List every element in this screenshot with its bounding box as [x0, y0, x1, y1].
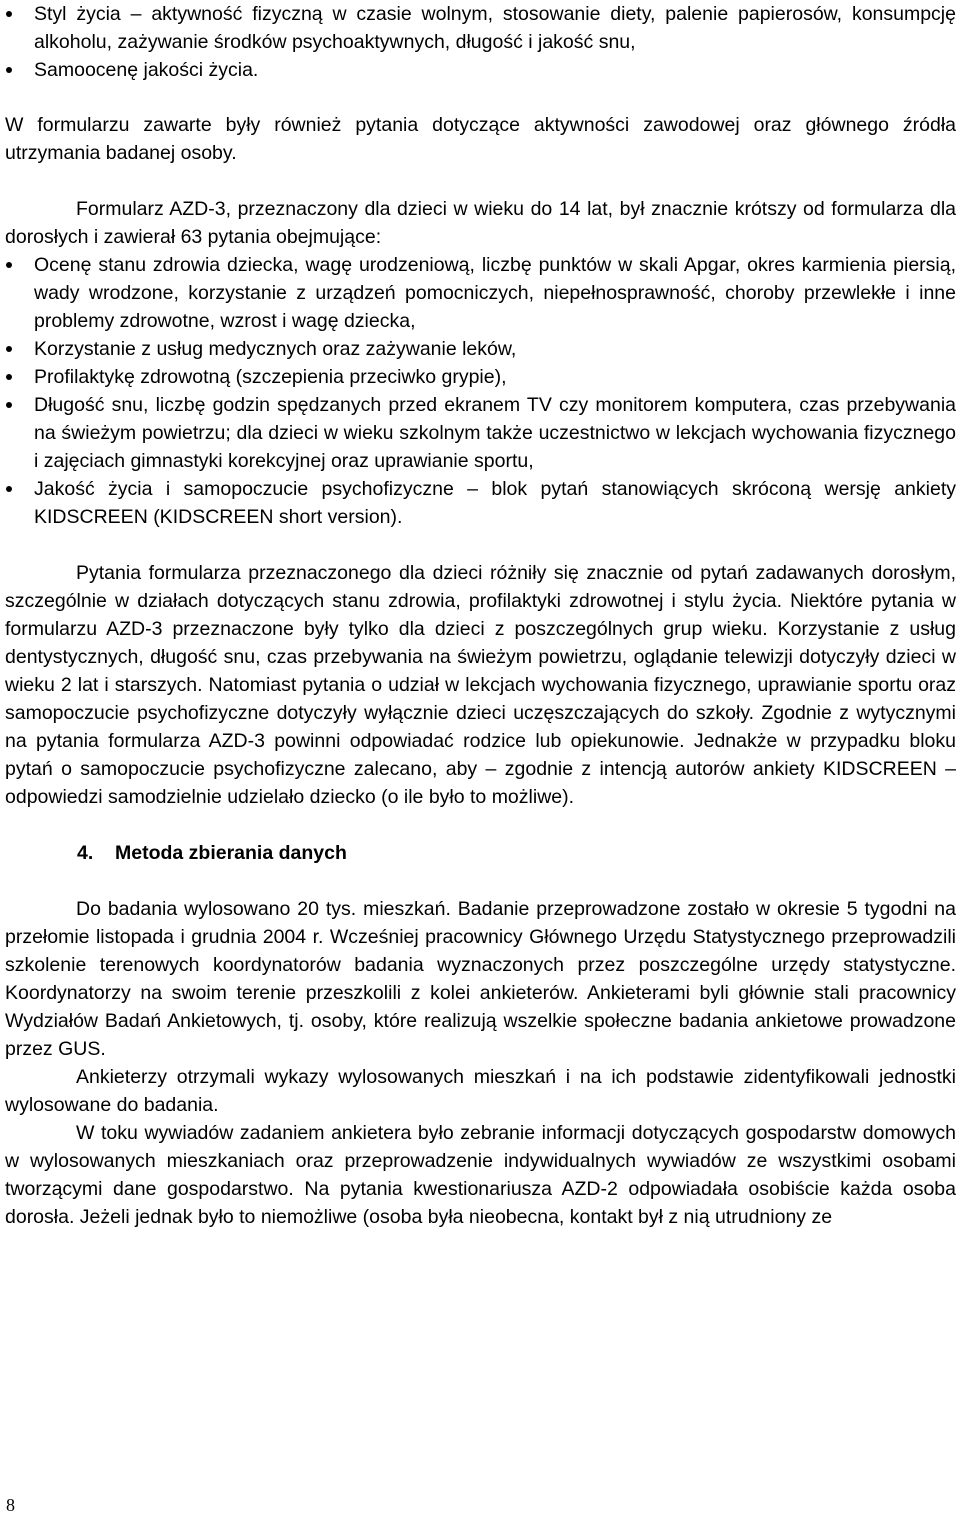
- azd3-bullet-list: [5, 251, 956, 531]
- paragraph-interviews: W toku wywiadów zadaniem ankietera było zebranie informacji dotyczących gospodarstw domowych w wylosowanych mieszkaniach oraz przeprowadzenie indywidualnych wywiadów ze wszystkimi osobami tworzącymi dane gospodarstwo. Na pytania kwestionariusza AZD-2 odpowiadała osobiście każda osoba dorosła. Jeżeli jednak było to niemożliwe (osoba była nieobecna, kontakt był z nią utrudniony ze: [5, 1122, 956, 1228]
- list-item: Ocenę stanu zdrowia dziecka, wagę urodzeniową, liczbę punktów w skali Apgar, okres karmienia piersią, wady wrodzone, korzystanie z urządzeń pomocniczych, niepełnosprawność, choroby przewlekłe i inne problemy zdrowotne, wzrost i wagę dziecka,: [5, 251, 956, 335]
- paragraph-child-questions: Pytania formularza przeznaczonego dla dzieci różniły się znacznie od pytań zadawanych dorosłym, szczególnie w działach dotyczących stanu zdrowia, profilaktyki zdrowotnej i stylu życia. Niektóre pytania w formularzu AZD-3 przeznaczone były tylko dla dzieci z poszczególnych grup wieku. Korzystanie z usług dentystycznych, długość snu, czas przebywania na świeżym powietrzu, oglądanie telewizji dotyczyły dzieci w wieku 2 lat i starszych. Natomiast pytania o udział w lekcjach wychowania fizycznego, uprawianie sportu oraz samopoczucie psychofizyczne dotyczyły wyłącznie dzieci uczęszczających do szkoły. Zgodnie z wytycznymi na pytania formularza AZD-3 powinni odpowiadać rodzice lub opiekunowie. Jednakże w przypadku bloku pytań o samopoczucie psychofizyczne zalecano, aby – zgodnie z intencją autorów ankiety KIDSCREEN – odpowiedzi samodzielnie udzielało dziecko (o ile było to możliwe).: [5, 562, 956, 808]
- list-item: Długość snu, liczbę godzin spędzanych przed ekranem TV czy monitorem komputera, czas przebywania na świeżym powietrzu; dla dzieci w wieku szkolnym także uczestnictwo w lekcjach wychowania fizycznego i zajęciach gimnastyki korekcyjnej oraz uprawianie sportu,: [5, 391, 956, 475]
- list-item: Styl życia – aktywność fizyczną w czasie wolnym, stosowanie diety, palenie papierosów, konsumpcję alkoholu, zażywanie środków psychoaktywnych, długość i jakość snu,: [5, 0, 956, 56]
- list-item: Samoocenę jakości życia.: [5, 56, 956, 84]
- section-number: 4.: [77, 842, 94, 864]
- paragraph-sampling: Do badania wylosowano 20 tys. mieszkań. Badanie przeprowadzone zostało w okresie 5 tygodni na przełomie listopada i grudnia 2004 r. Wcześniej pracownicy Głównego Urzędu Statystycznego przeprowadzili szkolenie terenowych koordynatorów badania wyznaczonych przez poszczególne urzędy statystyczne. Koordynatorzy na swoim terenie przeszkolili z kolei ankieterów. Ankieterami byli głównie stali pracownicy Wydziałów Badań Ankietowych, tj. osoby, które realizują wszelkie społeczne badania ankietowe prowadzone przez GUS.: [5, 898, 956, 1060]
- section-title: Metoda zbierania danych: [115, 842, 347, 864]
- list-item: Jakość życia i samopoczucie psychofizyczne – blok pytań stanowiących skróconą wersję ankiety KIDSCREEN (KIDSCREEN short version).: [5, 475, 956, 531]
- paragraph-interviewers: Ankieterzy otrzymali wykazy wylosowanych mieszkań i na ich podstawie zidentyfikowali jednostki wylosowane do badania.: [5, 1066, 956, 1116]
- list-item: Korzystanie z usług medycznych oraz zażywanie leków,: [5, 335, 956, 363]
- page-number: 8: [6, 1495, 15, 1515]
- list-item: Profilaktykę zdrowotną (szczepienia przeciwko grypie),: [5, 363, 956, 391]
- document-page: [5, 0, 956, 1231]
- paragraph-work-activity: W formularzu zawarte były również pytania dotyczące aktywności zawodowej oraz głównego źródła utrzymania badanej osoby.: [5, 114, 956, 164]
- paragraph-azd3-intro: Formularz AZD-3, przeznaczony dla dzieci w wieku do 14 lat, był znacznie krótszy od formularza dla dorosłych i zawierał 63 pytania obejmujące:: [5, 198, 956, 248]
- lifestyle-bullet-list: [5, 0, 956, 84]
- section-heading: [5, 839, 956, 867]
